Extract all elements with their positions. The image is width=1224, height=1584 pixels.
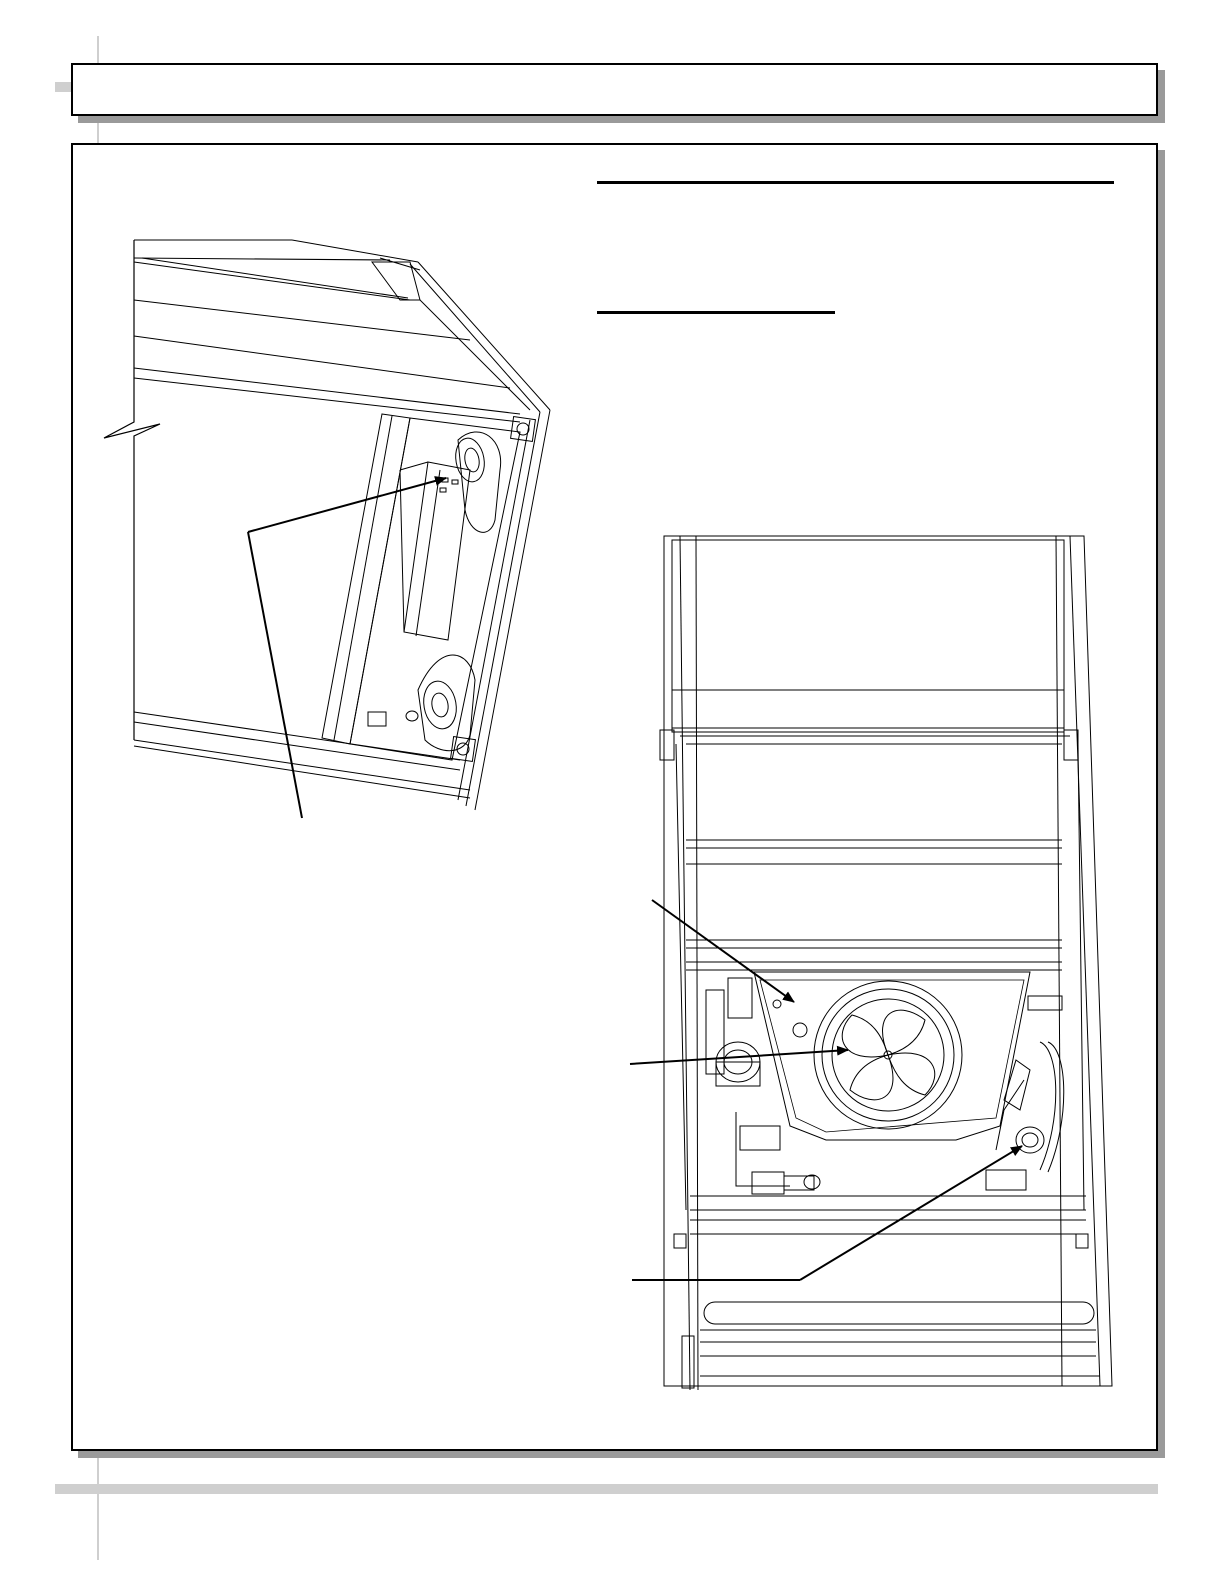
cabinet-bottom-figure — [660, 536, 1112, 1390]
break-line — [104, 240, 160, 740]
cabinet-corner-figure — [104, 240, 550, 810]
leader-arrow-1 — [248, 532, 302, 818]
leader-arrow-fan-plate — [652, 900, 794, 1002]
